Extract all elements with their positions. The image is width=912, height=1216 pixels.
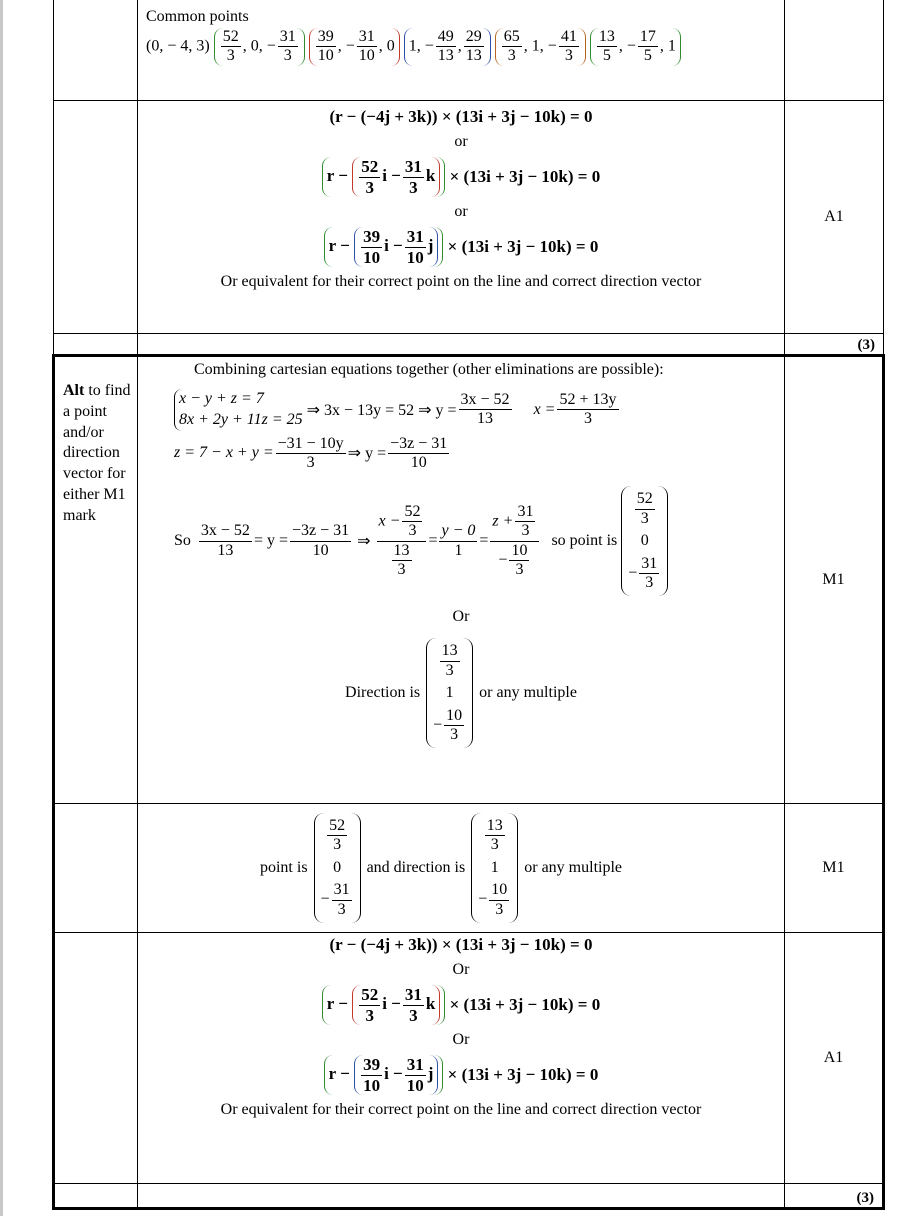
fraction [405,1055,426,1095]
denominator: 10 [406,247,424,267]
numerator: 31 [406,227,424,247]
alt-line-equation-row [54,933,884,1184]
text: × (13i + 3j − 10k) = 0 [449,995,601,1015]
total-row [54,1184,884,1209]
mark-m1: M1 [785,804,884,933]
numerator: 39 [363,227,381,247]
fraction [392,542,412,580]
fraction [377,503,427,580]
fraction [403,985,424,1025]
text: or any multiple [524,858,623,876]
fraction [276,435,346,473]
fraction [485,817,505,855]
point [590,28,681,66]
point-vector [621,486,668,596]
fraction [221,28,241,66]
text: − [628,564,638,582]
point [404,28,491,66]
denominator: 3 [445,661,454,679]
point [495,28,586,66]
numerator: 52 [361,985,379,1004]
fraction [440,642,460,680]
numerator: −3z − 31 [290,522,351,541]
fraction [638,28,658,66]
denominator: 3 [490,836,499,854]
text: , − [337,37,355,55]
or-text: Or [452,1031,470,1049]
equation-2 [138,985,784,1025]
text: , 1 [659,37,676,55]
denominator: 13 [465,47,482,65]
numerator: 31 [278,28,298,47]
numerator: 52 [361,157,379,176]
text: z + [492,512,514,530]
equivalent-note: Or equivalent for their correct point on the line and correct direction vector [220,1101,702,1119]
numerator [490,503,539,542]
fraction [403,157,424,197]
fraction [402,503,422,541]
fraction [405,227,426,267]
denominator: 5 [602,47,611,65]
numerator: 10 [489,881,509,900]
numerator: 13 [440,642,460,661]
text: , [457,37,462,55]
text: = y = [253,532,288,550]
text: − [478,890,488,908]
alt-label: Alt [63,382,85,399]
numerator [377,503,427,542]
numerator: 13 [597,28,617,47]
paren-group [324,1055,444,1095]
denominator: 3 [495,900,504,918]
page-gutter [0,0,3,1216]
so-line [174,486,784,596]
text: 1, − [408,37,434,55]
text: , 1, − [523,37,557,55]
fraction [490,503,539,580]
numerator: 65 [502,28,522,47]
fraction [439,522,477,560]
fraction [359,985,380,1025]
text: r − [326,165,348,185]
text: , − [618,37,636,55]
numerator: 31 [404,157,422,176]
mark-a1: A1 [785,933,884,1184]
numerator: −3z − 31 [388,435,449,454]
fraction [436,28,456,66]
vector-entry: 0 [333,858,342,876]
common-points-row [54,0,884,101]
denominator: 3 [408,522,417,540]
fraction [359,157,380,197]
fraction [357,28,377,66]
fraction [597,28,617,66]
numerator: 31 [357,28,377,47]
numerator: 10 [444,707,464,726]
mark-m1: M1 [785,356,884,804]
numerator: 31 [406,1055,424,1075]
denominator: 1 [454,541,463,559]
vector-entry: 1 [490,858,499,876]
numerator: 10 [509,542,529,561]
or-text: or [454,203,468,221]
paren-group [322,985,446,1025]
fraction [327,817,347,855]
text: × (13i + 3j − 10k) = 0 [447,237,599,257]
paren-group [352,985,440,1025]
text: , 0 [378,37,395,55]
numerator: −31 − 10y [276,435,346,454]
fraction [459,391,512,429]
alt-description: to find a point and/or direction vector for either M1 mark [63,382,131,524]
text: × (13i + 3j − 10k) = 0 [449,167,601,187]
text: − [320,890,330,908]
common-points-title: Common points [146,8,249,25]
text: so point is [551,532,618,550]
denominator [490,542,539,580]
denominator: 3 [515,561,524,579]
paren-group [352,157,440,197]
fraction [278,28,298,66]
equation-system [174,389,303,431]
point: (0, − 4, 3) [146,37,210,55]
numerator: 13 [392,542,412,561]
fraction [509,542,529,580]
numerator: 39 [363,1055,381,1075]
text: − [498,551,508,569]
fraction [388,435,449,473]
numerator: 31 [639,555,659,574]
text: i − [384,1064,403,1084]
alt-method-row [54,356,884,804]
numerator: y − 0 [439,522,477,541]
system-eq-2: 8x + 2y + 11z = 25 [179,410,303,428]
denominator: 3 [450,725,459,743]
denominator: 3 [583,410,592,428]
direction-line [174,638,748,748]
denominator: 13 [437,47,454,65]
direction-vector [426,638,473,748]
system-eq-1: x − y + z = 7 [179,390,264,407]
text: ⇒ y = [347,445,387,463]
text: r − [326,993,348,1013]
numerator: 31 [332,881,352,900]
text: or any multiple [479,684,577,702]
denominator: 3 [507,47,516,65]
text: x − [378,512,401,530]
numerator: 3x − 52 [199,522,252,541]
text: point is [259,858,308,876]
text: i − [382,165,401,185]
point-vector [314,813,361,923]
numerator: 41 [559,28,579,47]
text: x = [533,400,556,418]
equivalent-note: Or equivalent for their correct point on the line and correct direction vector [220,273,702,291]
mark-scheme-table [52,0,885,1210]
denominator: 3 [333,836,342,854]
fraction [489,881,509,919]
denominator: 3 [409,1005,418,1025]
denominator: 10 [358,47,375,65]
or-text: Or [452,608,470,626]
text: , 0, − [242,37,276,55]
text: k [425,165,436,185]
system-line [174,389,784,431]
text: and direction is [366,858,466,876]
text: r − [328,236,350,256]
fraction [199,522,252,560]
text: ⇒ [357,533,371,551]
fraction [502,28,522,66]
fraction [444,707,464,745]
total-marks: (3) [785,1184,884,1209]
denominator: 3 [640,509,649,527]
denominator: 10 [363,247,381,267]
numerator: 39 [316,28,336,47]
denominator: 5 [643,47,652,65]
paren-group [322,157,446,197]
denominator: 3 [365,177,374,197]
numerator: 29 [464,28,484,47]
equation-2 [138,157,784,197]
equation-1: (r − (−4j + 3k)) × (13i + 3j − 10k) = 0 [329,935,593,954]
numerator: 13 [485,817,505,836]
text: Direction is [345,684,421,702]
text: = [479,532,489,550]
denominator: 3 [409,177,418,197]
numerator: 52 [221,28,241,47]
denominator: 3 [226,47,235,65]
text: i − [382,993,401,1013]
numerator: 52 [635,490,655,509]
text: So [174,532,191,550]
point [309,28,400,66]
text: ⇒ 3x − 13y = 52 ⇒ y = [306,401,457,419]
point [214,28,305,66]
denominator: 10 [317,47,334,65]
numerator: 31 [515,503,535,522]
vector-entry: 1 [445,684,454,702]
or-text: Or [452,961,470,978]
numerator: 49 [436,28,456,47]
text: r − [328,1064,350,1084]
direction-vector [471,813,518,923]
numerator: 52 [402,503,422,522]
text: j [427,1064,434,1084]
fraction [316,28,336,66]
equation-3 [138,1055,784,1095]
denominator: 10 [312,541,329,559]
denominator: 3 [306,453,315,471]
fraction [361,227,382,267]
fraction [332,881,352,919]
denominator: 3 [365,1005,374,1025]
total-marks: (3) [785,334,884,356]
text: i − [384,236,403,256]
line-equation-row [54,101,884,334]
fraction [361,1055,382,1095]
point-direction-line [138,813,744,923]
fraction [635,490,655,528]
equation-3 [138,227,784,267]
numerator: 52 + 13y [557,391,618,410]
paren-group [354,227,438,267]
denominator: 10 [363,1075,381,1095]
text: j [427,236,434,256]
numerator: 52 [327,817,347,836]
common-points-list [146,28,784,66]
numerator: 17 [638,28,658,47]
numerator: 3x − 52 [459,391,512,410]
text: × (13i + 3j − 10k) = 0 [447,1065,599,1085]
paren-group [324,227,444,267]
denominator: 13 [477,410,494,428]
text: z = 7 − x + y = [174,444,274,462]
z-line [174,435,784,473]
fraction [515,503,535,541]
point-direction-row [54,804,884,933]
denominator: 3 [397,561,406,579]
total-row [54,334,884,356]
text: k [425,993,436,1013]
numerator: 31 [404,985,422,1004]
denominator: 3 [645,573,654,591]
vector-entry: 0 [640,532,649,550]
fraction [559,28,579,66]
paren-group [354,1055,438,1095]
text: = [428,532,438,550]
equation-1: (r − (−4j + 3k)) × (13i + 3j − 10k) = 0 [329,107,593,126]
fraction [557,391,618,429]
mark-a1: A1 [785,101,884,334]
denominator: 10 [406,1075,424,1095]
or-text: or [454,133,468,150]
fraction [639,555,659,593]
denominator: 3 [564,47,573,65]
denominator [377,542,427,580]
text: − [433,716,443,734]
denominator: 3 [337,900,346,918]
alt-intro: Combining cartesian equations together (other eliminations are possible): [194,361,664,378]
denominator: 13 [217,541,234,559]
fraction [464,28,484,66]
denominator: 10 [410,453,427,471]
denominator: 3 [283,47,292,65]
denominator: 3 [521,522,530,540]
fraction [290,522,351,560]
